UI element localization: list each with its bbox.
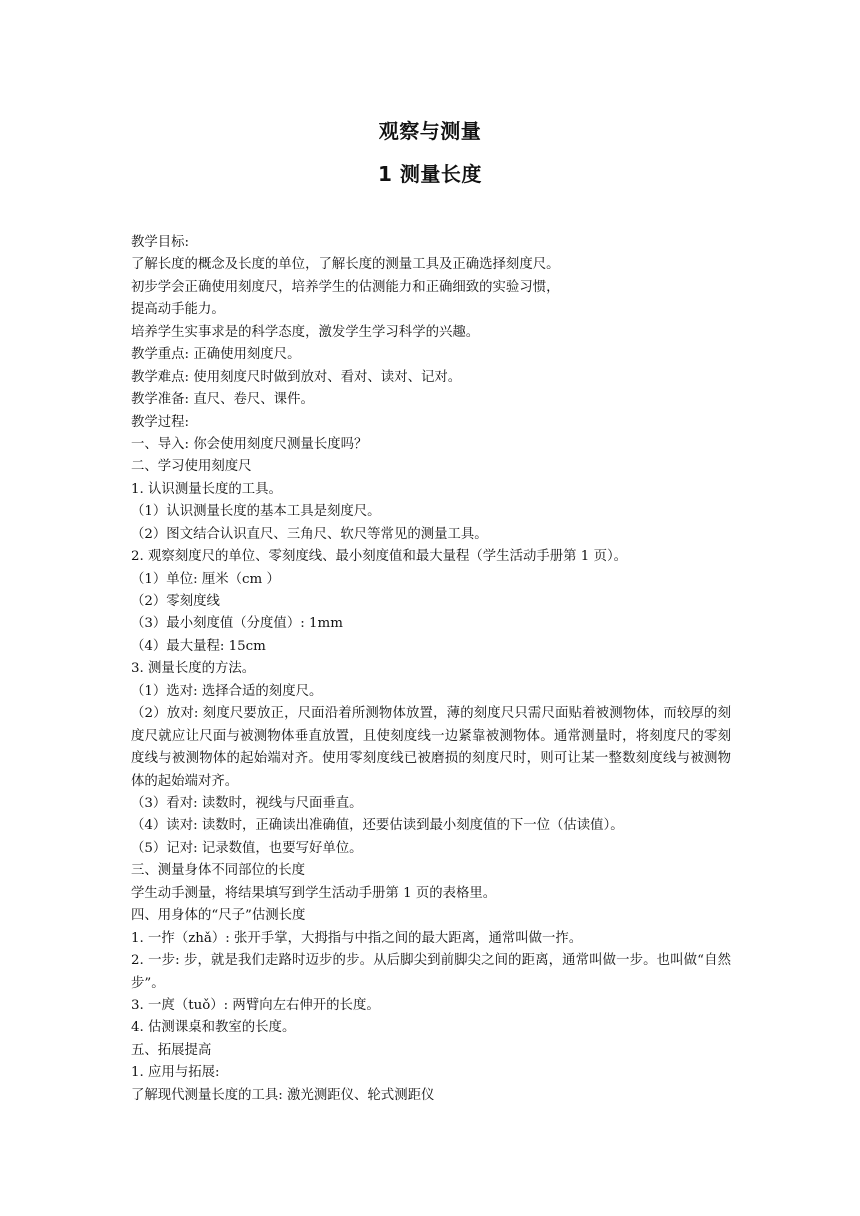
text-line: （3）看对: 读数时，视线与尺面垂直。 — [131, 796, 363, 811]
text-line: 提高动手能力。 — [131, 302, 225, 318]
text-line: 教学过程: — [131, 414, 190, 430]
text-line: 1. 应用与拓展: — [131, 1065, 220, 1081]
document-body — [131, 232, 731, 1107]
text-line: 教学准备: 直尺、卷尺、课件。 — [131, 392, 314, 408]
text-line: （1）认识测量长度的基本工具是刻度尺。 — [131, 504, 381, 520]
text-line: （4）最大量程: 15cm — [131, 638, 266, 654]
text-line: （5）记对: 记录数值，也要写好单位。 — [131, 840, 363, 856]
paragraph-placement: （2）放对: 刻度尺要放正，尺面沿着所测物体放置，薄的刻度尺只需尺面贴着被测物体，而较厚的刻度尺就应让尺面与被测物体垂直放置，且使刻度线一边紧靠被测物体。通常测量时，将刻度尺的零刻度线与被测物体的起始端对齐。使用零刻度线已被磨损的刻度尺时，则可让某一整数刻度线与被测物体的起始端对齐。 — [131, 706, 731, 789]
text-line: （1）单位: 厘米（cm ） — [131, 571, 280, 587]
text-line: 培养学生实事求是的科学态度，激发学生学习科学的兴趣。 — [131, 324, 480, 340]
text-line: 学生动手测量，将结果填写到学生活动手册第 1 页的表格里。 — [131, 885, 497, 901]
text-line: 了解长度的概念及长度的单位，了解长度的测量工具及正确选择刻度尺。 — [131, 257, 560, 273]
text-line: （3）最小刻度值（分度值）: 1mm — [131, 616, 343, 632]
text-line: （1）选对: 选择合适的刻度尺。 — [131, 683, 323, 699]
text-line: 4. 估测课桌和教室的长度。 — [131, 1020, 296, 1036]
paragraph-step: 2. 一步: 步，就是我们走路时迈步的步。从后脚尖到前脚尖之间的距离，通常叫做一步。也叫做“自然步”。 — [131, 953, 731, 991]
text-line: 初步学会正确使用刻度尺，培养学生的估测能力和正确细致的实验习惯， — [131, 279, 560, 295]
document-subtitle: 1 测量长度 — [378, 162, 482, 186]
text-line: 2. 观察刻度尺的单位、零刻度线、最小刻度值和最大量程（学生活动手册第 1 页）。 — [131, 549, 628, 565]
text-line: 1. 认识测量长度的工具。 — [131, 481, 282, 497]
text-line: 教学重点: 正确使用刻度尺。 — [131, 347, 301, 363]
text-line: 1. 一拃（zhǎ）: 张开手掌，大拇指与中指之间的最大距离，通常叫做一拃。 — [131, 930, 583, 946]
text-line: （2）图文结合认识直尺、三角尺、软尺等常见的测量工具。 — [131, 526, 488, 542]
text-line: 四、用身体的“尺子”估测长度 — [131, 908, 306, 924]
text-line: （4）读对: 读数时，正确读出准确值，还要估读到最小刻度值的下一位（估读值）。 — [131, 818, 624, 834]
text-line: 3. 测量长度的方法。 — [131, 661, 256, 677]
text-line: 一、导入: 你会使用刻度尺测量长度吗？ — [131, 436, 368, 452]
text-line: 二、学习使用刻度尺 — [131, 459, 252, 475]
document-title: 观察与测量 — [378, 119, 482, 143]
text-line: 教学难点: 使用刻度尺时做到放对、看对、读对、记对。 — [131, 369, 462, 385]
text-line: 五、拓展提高 — [131, 1042, 212, 1058]
text-line: 三、测量身体不同部位的长度 — [131, 863, 306, 879]
text-line: 了解现代测量长度的工具: 激光测距仪、轮式测距仪 — [131, 1087, 435, 1103]
text-line: （2）零刻度线 — [131, 594, 220, 609]
text-line: 教学目标: — [131, 235, 190, 250]
text-line: 3. 一庹（tuǒ）: 两臂向左右伸开的长度。 — [131, 997, 380, 1013]
